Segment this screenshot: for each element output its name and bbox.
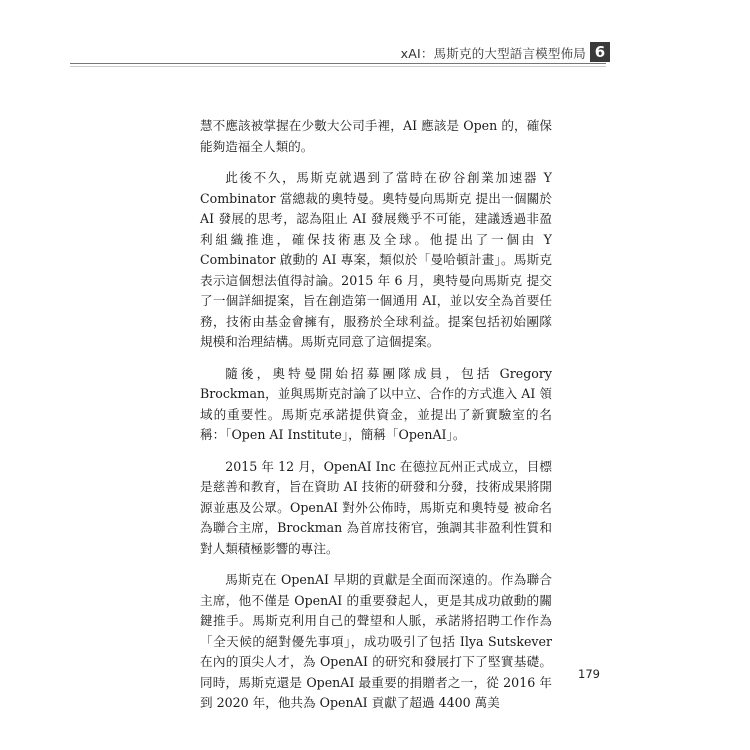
paragraph: 隨後，奧特曼開始招募團隊成員，包括 Gregory Brockman，並與馬斯克討論了以中立、合作的方式進入 AI 領域的重要性。馬斯克承諾提供資金，並提出了新實驗室的名稱：「Open AI Institute」，簡稱「OpenAI」。 <box>200 365 552 442</box>
header-rule <box>70 63 606 64</box>
paragraph: 馬斯克在 OpenAI 早期的貢獻是全面而深遠的。作為聯合主席，他不僅是 OpenAI 的重要發起人，更是其成功啟動的關鍵推手。馬斯克利用自己的聲望和人脈，承諾將招聘工作作為「全天候的絕對優先事項」，成功吸引了包括 Ilya Sutskever 在內的頂尖人才，為 OpenAI 的研究和發展打下了堅實基礎。同時，馬斯克還是 OpenAI 最重要的捐贈者之一，從 2016 年到 2020 年，他共為 OpenAI 貢獻了超過 4400 萬美 <box>200 572 552 710</box>
running-header <box>70 41 612 63</box>
paragraph: 此後不久，馬斯克就遇到了當時在矽谷創業加速器 Y Combinator 當總裁的奧特曼。奧特曼向馬斯克 提出一個關於 AI 發展的思考，認為阻止 AI 發展幾乎不可能，建議透過非盈利組織推進，確保技術惠及全球。他提出了一個由 Y Combinator 啟動的 AI 專案，類似於「曼哈頓計畫」。馬斯克 表示這個想法值得討論。2015 年 6 月，奧特曼向馬斯克 提交了一個詳細提案，旨在創造第一個通用 AI，並以安全為首要任務，技術由基金會擁有，服務於全球利益。提案包括初始團隊規模和治理結構。馬斯克同意了這個提案。 <box>200 170 552 349</box>
header-rule-secondary <box>70 66 606 67</box>
paragraph-continued: 慧不應該被掌握在少數大公司手裡，AI 應該是 Open 的，確保能夠造福全人類的。 <box>200 118 552 154</box>
body-text <box>200 116 552 725</box>
paragraph: 2015 年 12 月，OpenAI Inc 在德拉瓦州正式成立，目標是慈善和教育，旨在資助 AI 技術的研發和分發，技術成果將開源並惠及公眾。OpenAI 對外公佈時，馬斯克和奧特曼 被命名為聯合主席，Brockman 為首席技術官，強調其非盈利性質和對人類積極影響的專注。 <box>200 458 552 556</box>
page-number: 179 <box>578 667 600 681</box>
header-title: xAI：馬斯克的大型語言模型佈局 <box>400 46 586 61</box>
chapter-number-badge: 6 <box>590 42 610 62</box>
